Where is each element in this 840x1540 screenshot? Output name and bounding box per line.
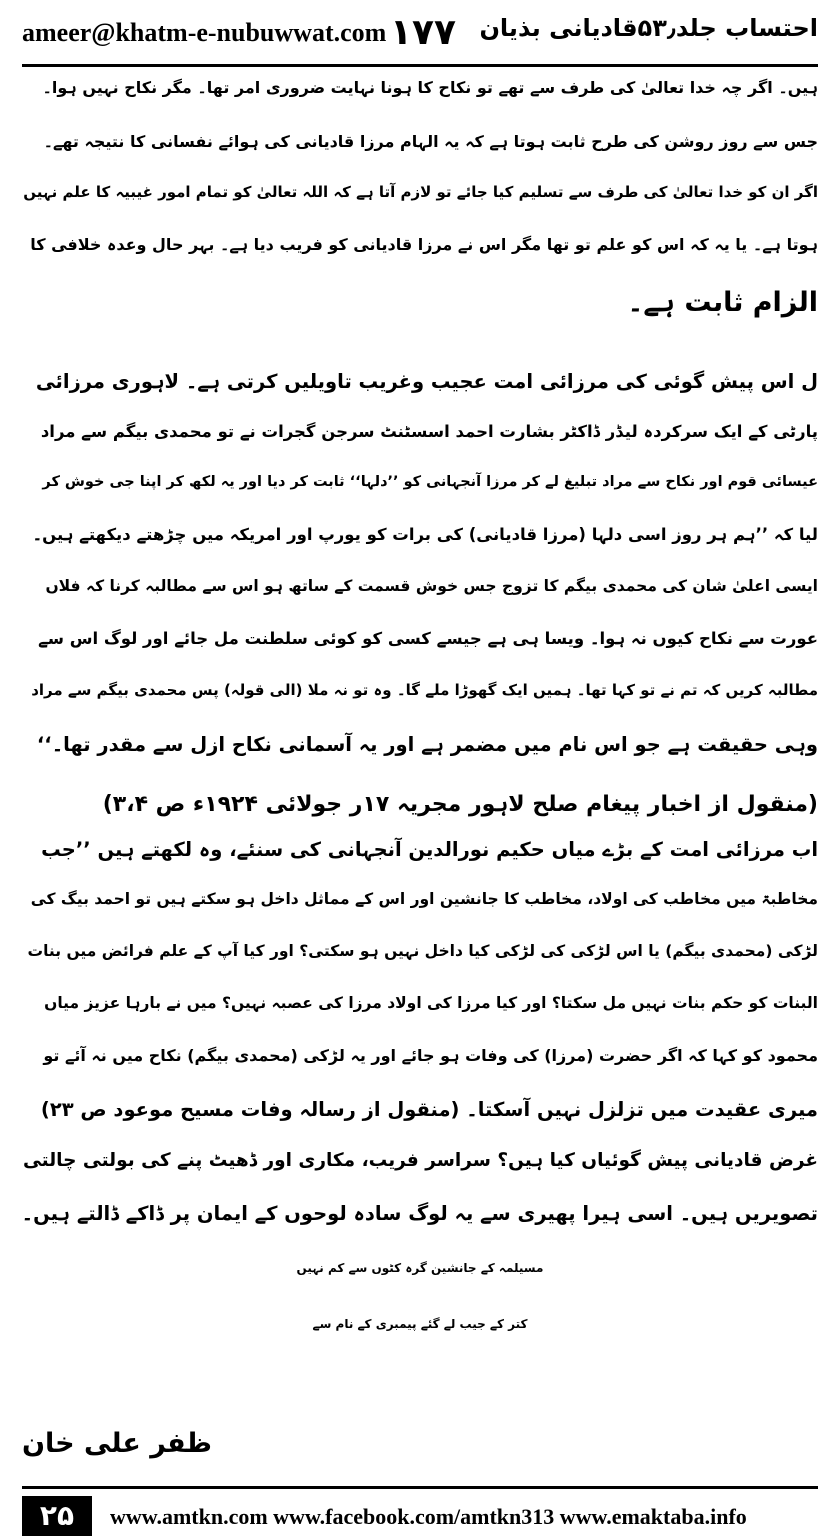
footer-page-number: ۲۵ [22,1496,92,1536]
body-line: لڑکی (محمدی بیگم) یا اس لڑکی کی لڑکی کیا داخل نہیں ہو سکتی؟ اور کیا آپ کے علم فرائض میں بنات [27,942,818,960]
citation: (منقول از اخبار پیغام صلح لاہور مجریہ ۱۷ر جولائی ۱۹۲۴ء ص ۳،۴) [102,792,818,817]
body-line: جس سے روز روشن کی طرح ثابت ہوتا ہے کہ یہ الہام مرزا قادیانی کی ہوائے نفسانی کا نتیجہ تھے۔ [43,132,818,151]
body-line: مخاطبۃ میں مخاطب کی اولاد، مخاطب کا جانشین اور اس کے مماثل داخل ہو سکتے ہیں تو احمد بیگ کی [30,890,818,908]
body-line: ایسی اعلیٰ شان کی محمدی بیگم کا تزوج جس خوش قسمت کے ساتھ ہو اس سے مطالبہ کرنا کہ فلاں [45,577,818,595]
verse-line-2: کتر کے جیب لے گئے پیمبری کے نام سے [312,1317,528,1331]
body-line: پارٹی کے ایک سرکردہ لیڈر ڈاکٹر بشارت احمد اسسٹنٹ سرجن گجرات نے تو محمدی بیگم سے مراد [40,422,818,441]
body-line: عیسائی قوم اور نکاح سے مراد تبلیغ لے کر مرزا آنجہانی کو ’’دلہا‘‘ ثابت کر دیا اور یہ لکھ کر اپنا جی خوش کر [42,474,818,490]
body-line: ہوتا ہے۔ یا یہ کہ اس کو علم تو تھا مگر اس نے مرزا قادیانی کو فریب دیا ہے۔ بہر حال وعدہ خلافی کا [30,235,818,254]
footer-links: www.amtkn.com www.facebook.com/amtkn313 www.emaktaba.info [110,1504,747,1529]
body-line: غرض قادیانی پیش گوئیاں کیا ہیں؟ سراسر فریب، مکاری اور ڈھیٹ پنے کی بولتی چالتی [22,1150,818,1171]
page-header [22,8,818,68]
author-signature: ظفر علی خان [22,1428,212,1459]
verse-line-1: مسیلمہ کے جانشین گرہ کٹوں سے کم نہیں [296,1261,544,1275]
header-title: احتساب جلد۵۳٫قادیانی بذیان [479,14,818,42]
body-line: محمود کو کہا کہ اگر حضرت (مرزا) کی وفات ہو جائے اور یہ لڑکی (محمدی بیگم) نکاح میں نہ آئے تو [43,1046,818,1065]
page-footer [22,1496,818,1536]
footer-rule [22,1486,818,1489]
body-line: اگر ان کو خدا تعالیٰ کی طرف سے تسلیم کیا جائے تو لازم آتا ہے کہ اللہ تعالیٰ کو تمام امور غیبیہ کا علم نہیں [23,183,818,201]
body-line: الزام ثابت ہے۔ [627,287,818,318]
body-line: اب مرزائی امت کے بڑے میاں حکیم نورالدین آنجہانی کی سنئے، وہ لکھتے ہیں ’’جب [41,838,818,861]
body-line: میری عقیدت میں تزلزل نہیں آسکتا۔ (منقول از رسالہ وفات مسیح موعود ص ۲۳) [40,1098,818,1121]
body-line: وہی حقیقت ہے جو اس نام میں مضمر ہے اور یہ آسمانی نکاح ازل سے مقدر تھا۔‘‘ [36,733,818,756]
body-line: البنات کو حکم بنات نہیں مل سکتا؟ اور کیا مرزا کی اولاد مرزا کی عصبہ نہیں؟ میں نے بارہا عزیز میاں [44,994,818,1012]
body-line: تصویریں ہیں۔ اسی ہیرا پھیری سے یہ لوگ سادہ لوحوں کے ایمان پر ڈاکے ڈالتے ہیں۔ [21,1202,818,1225]
header-page-number: ۱۷۷ [390,12,456,53]
header-rule [22,64,818,67]
footnote-line: ل اس پیش گوئی کی مرزائی امت عجیب وغریب تاویلیں کرتی ہے۔ لاہوری مرزائی [35,370,818,393]
body-line: ہیں۔ اگر چہ خدا تعالیٰ کی طرف سے تھے تو نکاح کا ہونا نہایت ضروری امر تھا۔ مگر نکاح نہیں ہوا۔ [42,78,818,97]
body-line: لیا کہ ’’ہم ہر روز اسی دلہا (مرزا قادیانی) کی برات کو یورپ اور امریکہ میں چڑھتے دیکھتے ہیں۔ [32,525,818,544]
header-email: ameer@khatm-e-nubuwwat.com [22,18,387,47]
body-line: عورت سے نکاح کیوں نہ ہوا۔ ویسا ہی ہے جیسے کسی کو کوئی سلطنت مل جائے اور لوگ اس سے [38,629,818,648]
body-line: مطالبہ کریں کہ تم نے تو کہا تھا۔ ہمیں ایک گھوڑا ملے گا۔ وہ تو نہ ملا (الی قولہ) پس محمدی بیگم سے مراد [31,681,818,699]
